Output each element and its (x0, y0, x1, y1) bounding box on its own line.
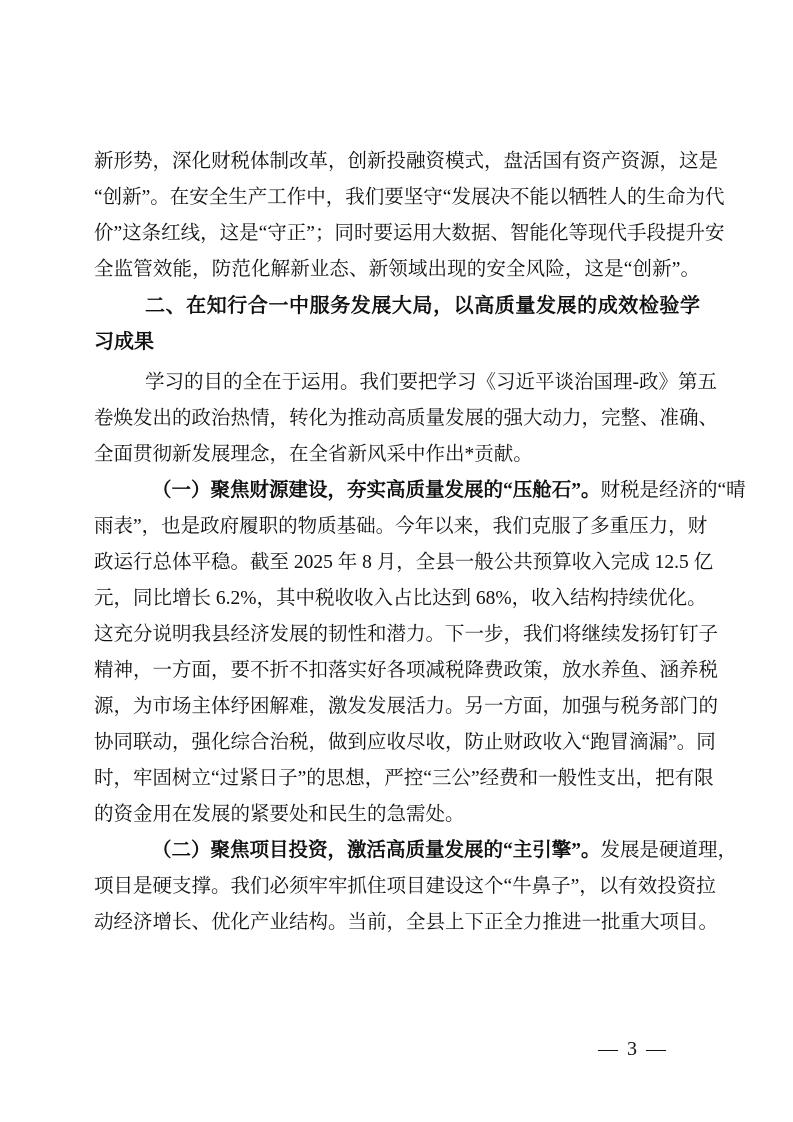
subsection-title: （二）聚焦项目投资，激活高质量发展的“主引擎”。 (152, 840, 601, 861)
text-line: 政运行总体平稳。截至 2025 年 8 月，全县一般公共预算收入完成 12.5 亿 (94, 552, 714, 573)
heading-line: 二、在知行合一中服务发展大局，以高质量发展的成效检验学 (145, 295, 700, 317)
text-line: 元，同比增长 6.2%，其中税收收入占比达到 68%，收入结构持续优化。 (94, 588, 707, 609)
text-line (94, 473, 746, 509)
section-heading (94, 288, 700, 360)
subsection-2 (94, 833, 738, 941)
text-fragment: 发展是硬道理， (600, 840, 738, 861)
text-line: 源，为市场主体纾困解难，激发发展活力。另一方面，加强与税务部门的 (94, 696, 719, 717)
paragraph-continued (94, 144, 725, 288)
text-line: 全监管效能，防范化解新业态、新领域出现的安全风险，这是“创新”。 (94, 259, 700, 280)
text-line: 雨表”，也是政府履职的物质基础。今年以来，我们克服了多重压力，财 (94, 516, 708, 537)
text-line: 的资金用在发展的紧要处和民生的急需处。 (94, 804, 465, 825)
subsection-title: （一）聚焦财源建设，夯实高质量发展的“压舱石”。 (152, 480, 601, 501)
text-line: 项目是硬支撑。我们必须牢牢抓住项目建设这个“牛鼻子”，以有效投资拉 (94, 876, 716, 897)
text-line: “创新”。在安全生产工作中，我们要坚守“发展决不能以牺牲人的生命为代 (94, 187, 725, 208)
page-number: — 3 — (598, 1038, 668, 1060)
heading-line: 习成果 (94, 331, 154, 353)
document-body (94, 144, 746, 941)
text-line: 全面贯彻新发展理念，在全省新风采中作出*贡献。 (94, 444, 533, 465)
text-line: 卷焕发出的政治热情，转化为推动高质量发展的强大动力，完整、准确、 (94, 408, 719, 429)
subsection-1 (94, 473, 746, 833)
paragraph-study (94, 365, 719, 473)
text-line: 新形势，深化财税体制改革，创新投融资模式，盘活国有资产资源，这是 (94, 151, 719, 172)
text-line: 协同联动，强化综合治税，做到应收尽收，防止财政收入“跑冒滴漏”。同 (94, 732, 716, 753)
text-line: 学习的目的全在于运用。我们要把学习《习近平谈治国理-政》第五 (145, 372, 717, 393)
text-line: 价”这条红线，这是“守正”；同时要运用大数据、智能化等现代手段提升安 (94, 223, 725, 244)
text-line: 动经济增长、优化产业结构。当前，全县上下正全力推进一批重大项目。 (94, 912, 719, 933)
text-line (94, 833, 738, 869)
text-line: 时，牢固树立“过紧日子”的思想，严控“三公”经费和一般性支出，把有限 (94, 768, 714, 789)
text-fragment: 财税是经济的“晴 (600, 480, 746, 501)
text-line: 精神，一方面，要不折不扣落实好各项减税降费政策，放水养鱼、涵养税 (94, 660, 719, 681)
text-line: 这充分说明我县经济发展的韧性和潜力。下一步，我们将继续发扬钉钉子 (94, 624, 719, 645)
